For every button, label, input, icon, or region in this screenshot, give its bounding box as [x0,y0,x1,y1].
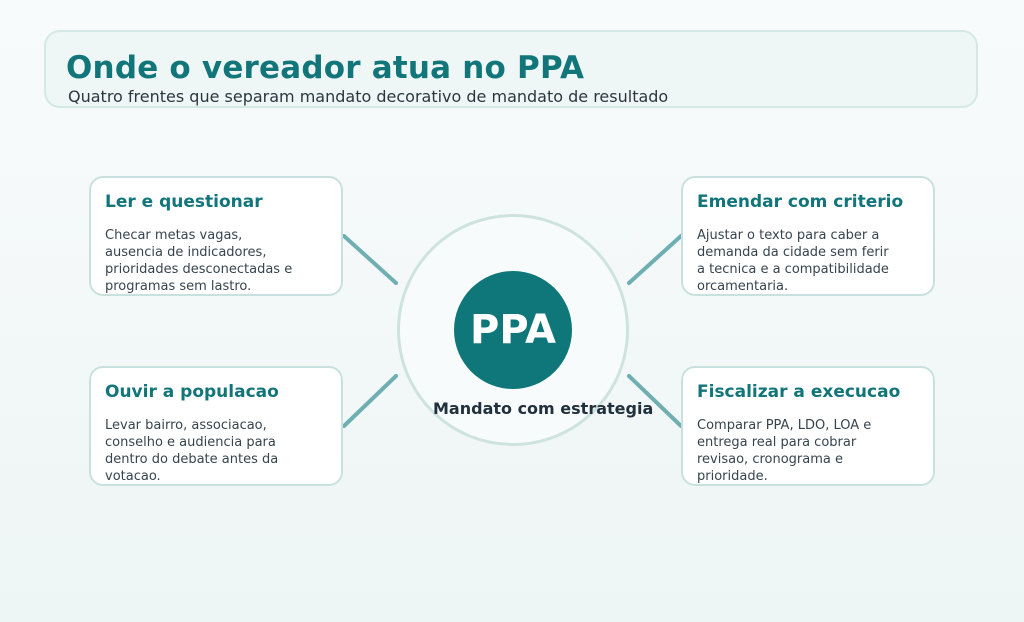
card-line: a tecnica e a compatibilidade [697,262,889,277]
center-label: PPA [470,307,556,353]
card-line: prioridades desconectadas e [105,262,293,277]
card-line: Comparar PPA, LDO, LOA e [697,418,872,433]
card-line: demanda da cidade sem ferir [697,245,889,260]
card-line: entrega real para cobrar [697,435,857,450]
card-line: Checar metas vagas, [105,228,243,243]
card-description [105,417,333,485]
card-title: Ouvir a populacao [105,382,279,402]
card-fiscalizar-a-execucao [681,366,935,486]
center-core [454,271,572,389]
page-title: Onde o vereador atua no PPA [66,50,585,86]
card-line: programas sem lastro. [105,279,252,294]
card-title: Emendar com criterio [697,192,904,212]
card-line: votacao. [105,469,161,484]
card-description [697,417,925,485]
card-description [697,227,925,295]
card-ler-e-questionar [89,176,343,296]
card-line: dentro do debate antes da [105,452,279,467]
card-line: prioridade. [697,469,768,484]
card-line: conselho e audiencia para [105,435,276,450]
page-subtitle: Quatro frentes que separam mandato decorativo de mandato de resultado [68,87,669,106]
card-ouvir-a-populacao [89,366,343,486]
connector-top-right [629,236,681,283]
card-description [105,227,333,295]
center-caption: Mandato com estrategia [433,399,654,418]
connector-top-left [344,236,396,283]
card-title: Ler e questionar [105,192,263,212]
card-line: orcamentaria. [697,279,789,294]
card-line: ausencia de indicadores, [105,245,267,260]
connector-bottom-left [344,376,396,426]
card-title: Fiscalizar a execucao [697,382,901,402]
card-line: Ajustar o texto para caber a [697,228,880,243]
card-emendar-com-criterio [681,176,935,296]
card-line: Levar bairro, associacao, [105,418,267,433]
card-line: revisao, cronograma e [697,452,843,467]
